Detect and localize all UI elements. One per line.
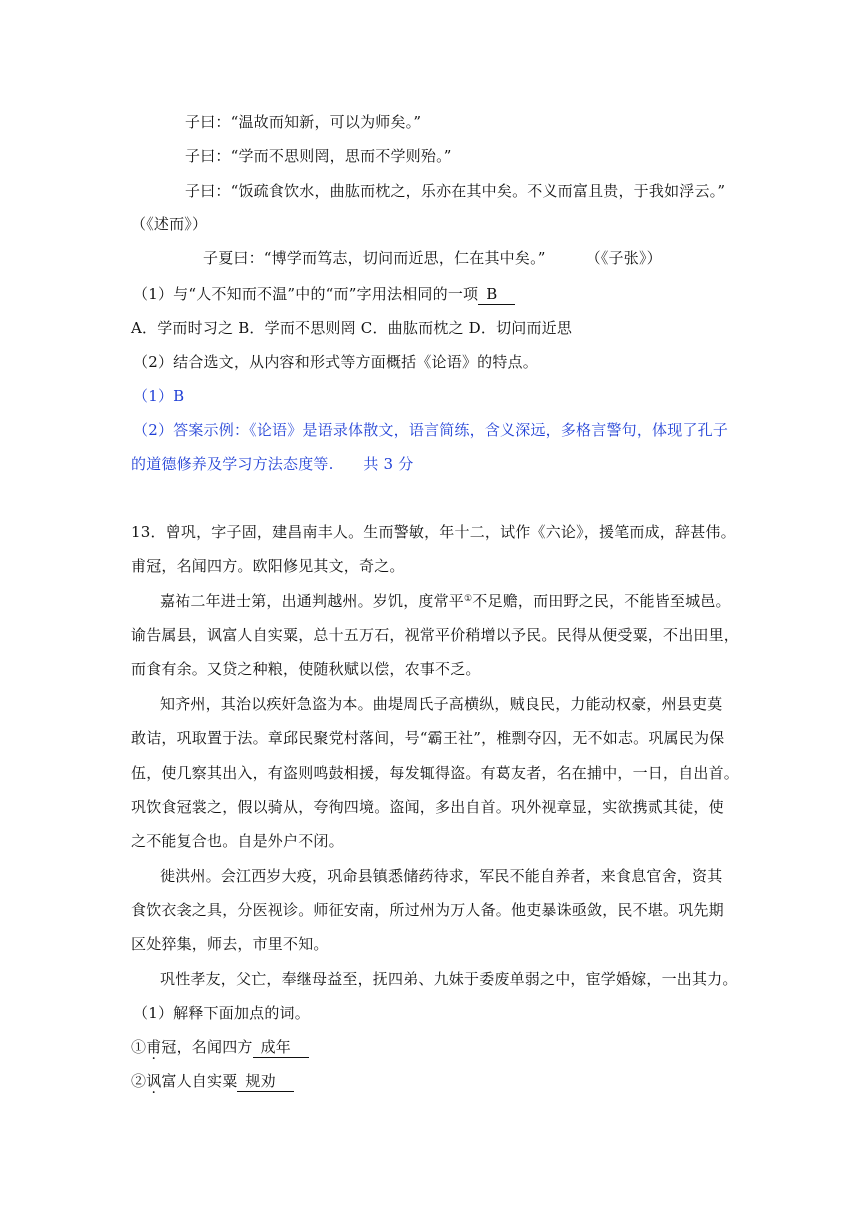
passage-line: 谕告属县，讽富人自实粟，总十五万石，视常平价稍增以予民。民得从便受粟，不出田里， <box>131 626 740 644</box>
passage-line: 食饮衣衾之具，分医视诊。师征安南，所过州为万人备。他吏暴诛亟敛，民不堪。巩先期 <box>131 901 724 919</box>
passage-line: 区处猝集，师去，市里不知。 <box>131 935 329 953</box>
quote-source: （《子张》） <box>585 249 662 267</box>
passage-line: 巩饮食冠裳之，假以骑从，夸徇四境。盗闻，多出自首。巩外视章显，实欲携贰其徒，使 <box>131 798 724 816</box>
vocab-item <box>131 1037 309 1058</box>
question-prompt: （1）解释下面加点的词。 <box>133 1004 310 1022</box>
vocab-item <box>131 1071 294 1092</box>
item-text: 富人自实粟 <box>161 1072 238 1090</box>
passage-line: 知齐州，其治以疾奸急盗为本。曲堤周氏子高横纵，贼良民，力能动权豪，州县吏莫 <box>160 695 723 713</box>
passage-text: 不足赡，而田野之民，不能皆至城邑。 <box>472 592 731 610</box>
dotted-word: 讽 <box>146 1072 162 1090</box>
answer-text: 的道德修养及学习方法态度等. 共 3 分 <box>131 455 414 473</box>
passage-line: 徙洪州。会江西岁大疫，巩命县镇悉储药待求，军民不能自养者，来食息官舍，资其 <box>160 867 723 885</box>
quote-line: 子曰：“饭疏食饮水，曲肱而枕之，乐亦在其中矣。不义而富且贵，于我如浮云。” <box>185 182 726 200</box>
quote-source: （《述而》） <box>131 215 208 233</box>
passage-line: 之不能复合也。自是外户不闭。 <box>131 832 344 850</box>
question-prompt <box>133 284 515 305</box>
item-number: ① <box>131 1038 147 1056</box>
quote-line: 子曰：“温故而知新，可以为师矣。” <box>185 113 422 131</box>
item-number: ② <box>131 1072 147 1090</box>
answer-blank: B <box>478 284 515 305</box>
answer-text: （2）答案示例：《论语》是语录体散文，语言简练，含义深远，多格言警句，体现了孔子 <box>133 421 729 439</box>
answer-blank: 规劝 <box>237 1071 293 1092</box>
passage-line: 伍，使几察其出入，有盗则鸣鼓相援，每发辄得盗。有葛友者，名在捕中，一日，自出首。 <box>131 764 740 782</box>
question-prompt: （2）结合选文，从内容和形式等方面概括《论语》的特点。 <box>133 353 538 371</box>
prompt-text: （1）与“人不知而不温”中的“而”字用法相同的一项 <box>133 285 479 303</box>
quote-line <box>203 248 662 268</box>
passage-line: 巩性孝友，父亡，奉继母益至，抚四弟、九妹于委废单弱之中，宦学婚嫁，一出其力。 <box>160 970 738 988</box>
options-line: A．学而时习之 B．学而不思则罔 C．曲肱而枕之 D．切问而近思 <box>131 319 573 337</box>
passage-line: 13．曾巩，字子固，建昌南丰人。生而警敏，年十二，试作《六论》，援笔而成，辞甚伟。 <box>131 523 736 541</box>
quote-text: 子夏曰：“博学而笃志，切问而近思，仁在其中矣。” <box>203 249 546 267</box>
quote-line: 子曰：“学而不思则罔，思而不学则殆。” <box>185 147 452 165</box>
dotted-word: 甫 <box>146 1038 162 1056</box>
answer-text: （1）B <box>133 387 185 405</box>
passage-line: 而食有余。又贷之种粮，使随秋赋以偿，农事不乏。 <box>131 660 481 678</box>
passage-line: 甫冠，名闻四方。欧阳修见其文，奇之。 <box>131 557 405 575</box>
passage-line: 敢诘，巩取置于法。章邱民聚党村落间，号“霸王社”，椎剽夺囚，无不如志。巩属民为保 <box>131 729 725 747</box>
passage-text: 嘉祐二年进士第，出通判越州。岁饥，度常平 <box>160 592 465 610</box>
item-text: 冠，名闻四方 <box>161 1038 253 1056</box>
passage-line <box>160 591 731 611</box>
answer-blank: 成年 <box>253 1037 309 1058</box>
footnote-marker: ① <box>464 594 473 604</box>
